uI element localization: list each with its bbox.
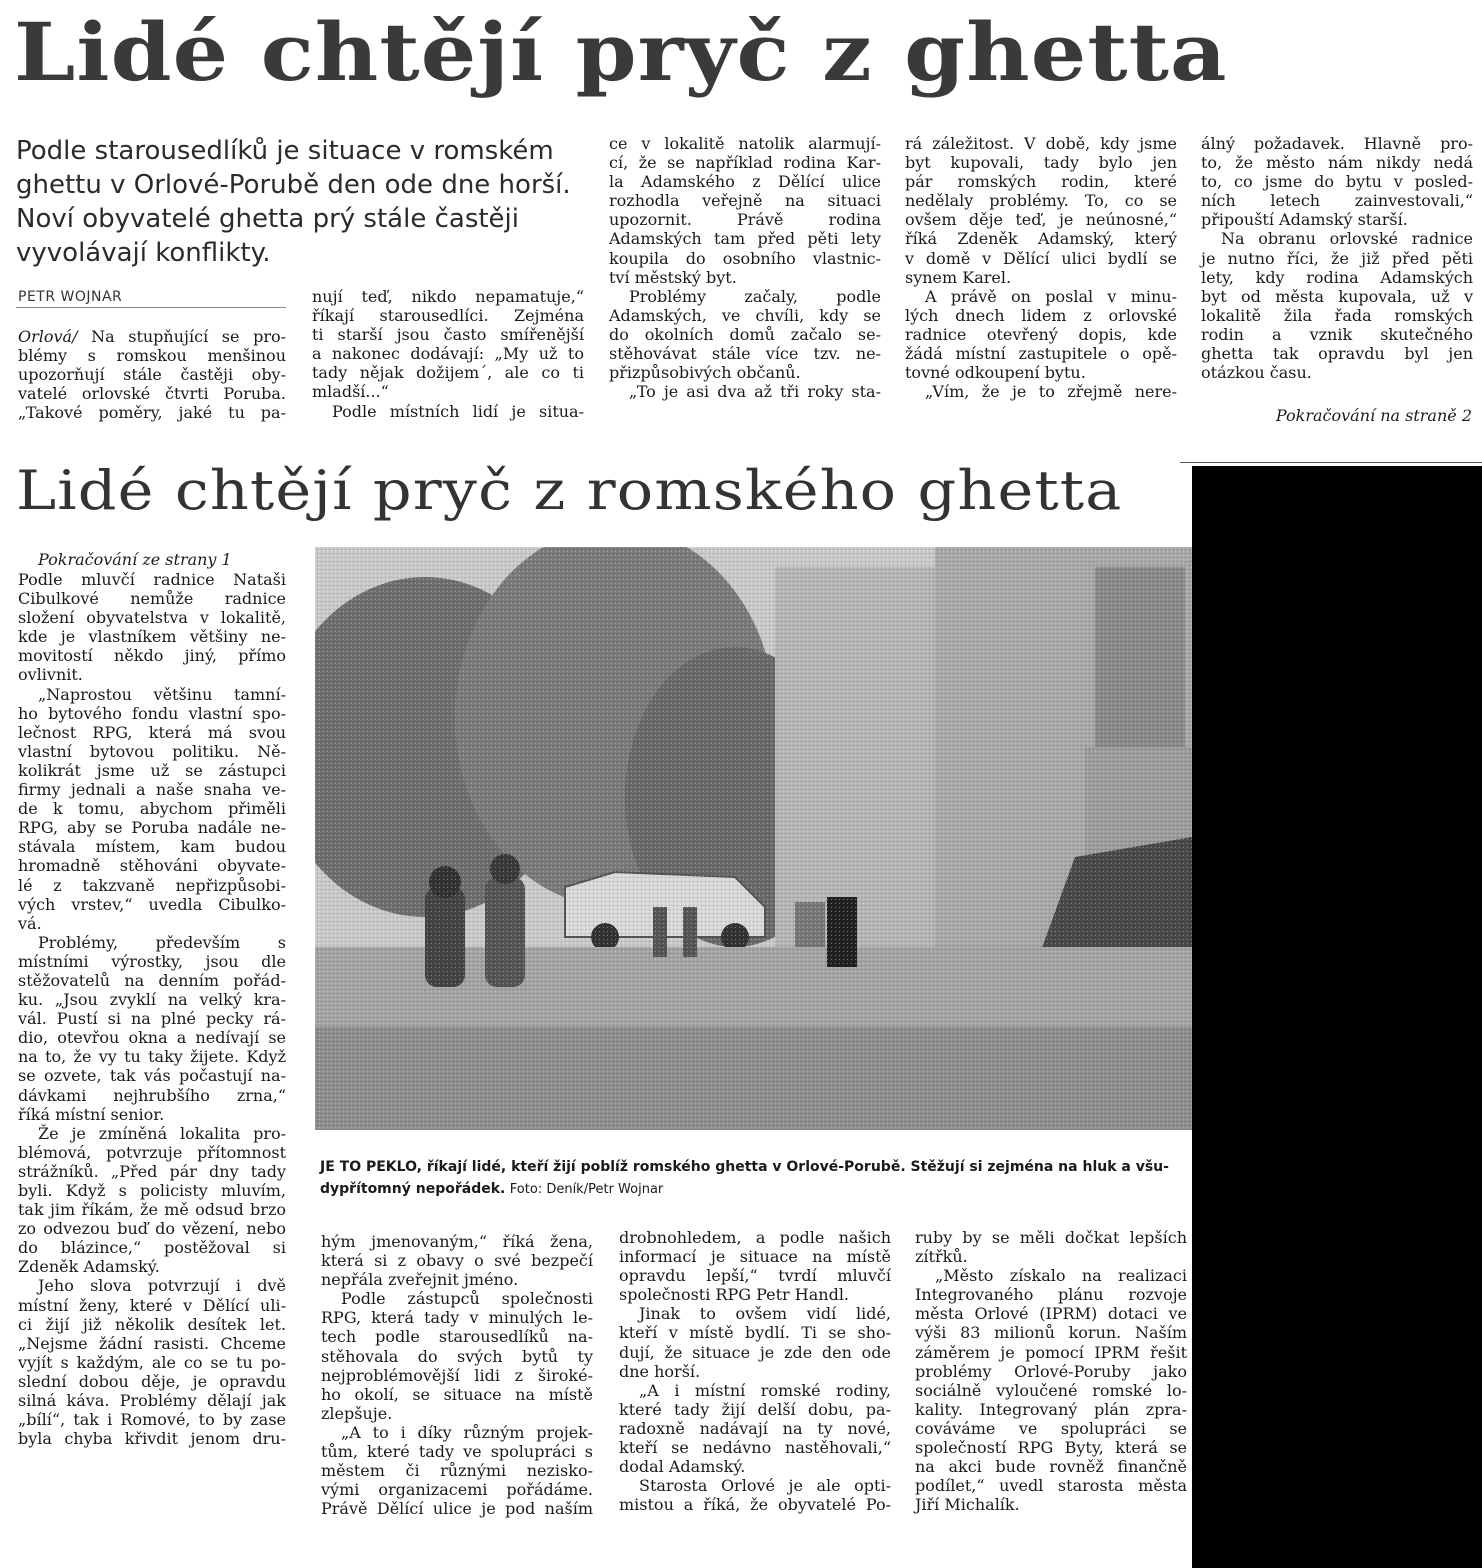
lead-line: Podle starousedlíků je situace v romském <box>16 136 554 166</box>
text-line: zítřků. <box>915 1247 968 1267</box>
caption-text: dypřítomný nepořádek. <box>320 1181 506 1197</box>
text-line: na akci bude rovněž finančně <box>915 1457 1187 1477</box>
text-line: hým jmenovaným,“ říká žena, <box>321 1232 593 1251</box>
text-line: Integrovaného plánu rozvoje <box>915 1285 1187 1305</box>
text-line: do blázince,“ postěžoval si <box>18 1238 286 1258</box>
text-line: ruby by se měli dočkat lepších <box>915 1228 1187 1247</box>
text-line: radoxně nadávají na ty nové, <box>619 1418 891 1438</box>
text-line: cí, že se například rodina Kar- <box>609 153 881 173</box>
text-line: tak jim říkám, že mě odsud brzo <box>18 1200 286 1220</box>
text-line: stěhovávat stále více tzv. ne- <box>609 344 881 364</box>
text-line: lety, kdy rodina Adamských <box>1201 267 1473 287</box>
text-line: la Adamského z Dělící ulice <box>609 172 881 192</box>
text-line: movitostí někdo jiný, přímo <box>18 646 286 666</box>
text-line: blémová, potvrzuje přítomnost <box>18 1142 286 1162</box>
text-line: dují, že situace je zde den ode <box>619 1342 891 1362</box>
text-line: kde je vlastníkem většiny ne- <box>18 627 286 647</box>
text-line: říká místní senior. <box>18 1104 165 1124</box>
text-line: slední dobou děje, je opravdu <box>18 1371 286 1391</box>
text-line: nují teď, nikdo nepamatuje,“ <box>312 287 584 306</box>
text-line: do okolních domů začalo se- <box>609 324 881 344</box>
photo-credit: Foto: Deník/Petr Wojnar <box>509 1182 664 1197</box>
text-line: upozornit. Právě rodina <box>609 210 881 230</box>
text-line: „Vím, že je to zřejmě nere- <box>925 382 1177 402</box>
text-line: říkají starousedlíci. Zejména <box>312 306 584 326</box>
text-line: Na obranu orlovské radnice <box>1221 229 1473 249</box>
text-line: hromadně stěhováni obyvate- <box>18 856 286 876</box>
text-line: které tady žijí delší dobu, pa- <box>619 1399 891 1419</box>
text-line: ghetta tak opravdu byl jen <box>1201 344 1473 364</box>
text-line: vlastní bytovou politiku. Ně- <box>18 741 286 761</box>
text-line: nepřála zveřejnit jméno. <box>321 1270 519 1290</box>
text-line: opravdu lepší,“ tvrdí mluvčí <box>619 1266 891 1286</box>
text-line: RPG, která tady v minulých le- <box>321 1308 593 1328</box>
text-line: „bílí“, tak i Romové, to by zase <box>18 1410 286 1430</box>
text-line: firmy jednali a naše snaha ve- <box>18 780 286 800</box>
bottom-column-2 <box>321 1232 593 1518</box>
top-column-5 <box>1201 134 1473 382</box>
text-line: synem Karel. <box>905 267 1012 287</box>
text-line: „A to i díky různým projek- <box>341 1422 593 1442</box>
top-column-1 <box>18 327 286 422</box>
text-line: A právě on poslal v minu- <box>925 286 1177 306</box>
lead-paragraph <box>16 134 571 270</box>
byline: PETR WOJNAR <box>18 289 123 305</box>
text-line: dávkami nejhrubšího zrna,“ <box>18 1085 286 1105</box>
text-line: tví městský byt. <box>609 267 737 287</box>
text-line: drobnohledem, a podle našich <box>619 1228 891 1247</box>
black-redaction-block <box>1192 466 1482 1568</box>
text-line: Podle zástupců společnosti <box>341 1289 593 1309</box>
text-line: Na stupňující se pro- <box>91 327 286 346</box>
text-line: radnice otevřený dopis, kde <box>905 324 1177 344</box>
text-line: ku. „Jsou zvyklí na velký kra- <box>18 990 286 1010</box>
continued-from-note: Pokračování ze strany 1 <box>38 550 232 569</box>
text-line: a nakonec dodávají: „My už to <box>312 344 584 364</box>
text-line: zlepšuje. <box>321 1403 393 1423</box>
text-line: žádá místní zastupitele o opě- <box>905 344 1177 364</box>
text-line: dio, otevřou okna a nedívají se <box>18 1028 286 1048</box>
text-line: ce v lokalitě natolik alarmují- <box>609 134 881 153</box>
photo-caption <box>320 1156 1169 1201</box>
text-line: „To je asi dva až tři roky sta- <box>629 382 881 402</box>
text-line: města Orlové (IPRM) dotaci ve <box>915 1304 1187 1324</box>
text-line: upozorňují stále častěji oby- <box>18 365 286 385</box>
text-line: na to, že vy tu taky žijete. Když <box>18 1047 286 1067</box>
text-line: ho bytového fondu vlastní spo- <box>18 703 286 723</box>
text-line: Jinak to ovšem vidí lidé, <box>639 1304 891 1324</box>
text-line: „Město získalo na realizaci <box>935 1266 1187 1286</box>
text-line: místní ženy, které v Dělící uli- <box>18 1295 286 1315</box>
text-line: koupila do osobního vlastnic- <box>609 248 881 268</box>
text-line: Adamských, ve chvíli, kdy se <box>609 305 881 325</box>
text-line: Adamských tam před pěti lety <box>609 229 881 249</box>
lead-line: ghettu v Orlové-Porubě den ode dne horší. <box>16 170 571 200</box>
text-line: „Naprostou většinu tamní- <box>38 684 286 704</box>
text-line: vých vrstev,“ uvedla Cibulko- <box>18 894 286 914</box>
text-line: tech podle starousedlíků na- <box>321 1327 593 1347</box>
text-line: ovlivnit. <box>18 665 83 685</box>
text-line: připouští Adamský starší. <box>1201 210 1408 230</box>
text-line: se ozvete, tak vás počastují na- <box>18 1066 286 1086</box>
text-line: otázkou času. <box>1201 363 1312 383</box>
text-line: vými organizacemi pořádáme. <box>321 1480 593 1500</box>
lead-line: Noví obyvatelé ghetta prý stále častěji <box>16 204 520 234</box>
lead-line: vyvolávají konflikty. <box>16 238 271 268</box>
text-line: silná káva. Problémy dělají jak <box>18 1391 286 1411</box>
text-line: to, že město nám nikdy nedá <box>1201 153 1473 173</box>
top-column-4 <box>905 134 1177 401</box>
caption-lead: JE TO PEKLO, <box>320 1159 422 1175</box>
text-line: informací je situace na místě <box>619 1247 891 1267</box>
text-line: Zdeněk Adamský. <box>18 1257 160 1277</box>
text-line: mladší...“ <box>312 382 389 402</box>
text-line: kolikrát jsme už se zástupci <box>18 760 286 780</box>
text-line: výši 83 milionů korun. Naším <box>915 1323 1187 1343</box>
text-line: sociálně vyloučené romské lo- <box>915 1380 1187 1400</box>
text-line: přizpůsobivých občanů. <box>609 363 801 383</box>
continued-on-note: Pokračování na straně 2 <box>1275 406 1472 425</box>
text-line: strážníků. „Před pár dny tady <box>18 1161 286 1181</box>
text-line: blémy s romskou menšinou <box>18 346 286 366</box>
text-line: lých dnech lidem z orlovské <box>905 305 1177 325</box>
text-line: ci žijí již několik desítek let. <box>18 1314 286 1334</box>
text-line: ti starší jsou často smířenější <box>312 325 584 345</box>
text-line: vál. Pustí si na plné pecky rá- <box>18 1009 286 1029</box>
text-line: vatelé orlovské čtvrti Poruba. <box>18 384 286 404</box>
text-line: tovné odkoupení bytu. <box>905 363 1086 383</box>
section-rule <box>1180 462 1482 463</box>
text-line: lokalitě žila řada romských <box>1201 305 1473 325</box>
text-line: záměrem je pomocí IPRM řešit <box>915 1342 1187 1362</box>
text-line: stěhovala do svých bytů ty <box>321 1346 593 1366</box>
text-line: pár romských rodin, které <box>905 172 1177 192</box>
text-line: rozhodla veřejně na situaci <box>609 191 881 211</box>
street-photo <box>315 547 1192 1130</box>
text-line: místními výrostky, jsou dle <box>18 951 286 971</box>
text-line: Problémy, především s <box>38 932 286 952</box>
text-line: kteří se nedávno nastěhovali,“ <box>619 1438 891 1458</box>
text-line: to, co jsme do bytu v posled- <box>1201 172 1473 192</box>
text-line: rá záležitost. V době, kdy jsme <box>905 134 1177 153</box>
text-line: byla chyba křivdit jenom dru- <box>18 1429 286 1449</box>
text-line: podílet,“ uvedl starosta města <box>915 1476 1187 1496</box>
text-line: která si z obavy o své bezpečí <box>321 1251 593 1271</box>
text-line: Problémy začaly, podle <box>629 286 881 306</box>
text-line: álný požadavek. Hlavně pro- <box>1201 134 1473 153</box>
text-line: společností RPG Byty, která se <box>915 1438 1187 1458</box>
main-headline: Lidé chtějí pryč z ghetta <box>14 5 1228 99</box>
bottom-column-4 <box>915 1228 1187 1514</box>
text-line: stávala místem, kam budou <box>18 837 286 857</box>
text-line: společnosti RPG Petr Handl. <box>619 1285 850 1305</box>
text-line: Právě Dělící ulice je pod naším <box>321 1499 593 1519</box>
text-line: „A i místní romské rodiny, <box>639 1380 891 1400</box>
caption-text: říkají lidé, kteří žijí poblíž romského ghetta v Orlové-Porubě. Stěžují si zejména na hluk a všu- <box>421 1159 1169 1175</box>
byline-rule <box>16 307 286 308</box>
text-line: dodal Adamský. <box>619 1457 746 1477</box>
top-column-3 <box>609 134 881 401</box>
bottom-column-1 <box>18 570 286 1448</box>
text-line: Jeho slova potvrzují i dvě <box>38 1276 286 1296</box>
text-line: stěžovatelů na denním pořád- <box>18 970 286 990</box>
text-line: Podle mluvčí radnice Nataši <box>18 570 286 589</box>
text-line: problémy Orlové-Poruby jako <box>915 1361 1187 1381</box>
text-line: lečnost RPG, která má svou <box>18 722 286 742</box>
text-line: ních letech zainvestovali,“ <box>1201 191 1473 211</box>
text-line: cováváme ve spolupráci se <box>915 1418 1187 1438</box>
text-line: Podle místních lidí je situa- <box>332 401 584 421</box>
text-line: tům, které tady ve spolupráci s <box>321 1442 593 1462</box>
text-line: složení obyvatelstva v lokalitě, <box>18 608 286 628</box>
text-line: kality. Integrovaný plán zpra- <box>915 1399 1187 1419</box>
text-line: Jiří Michalík. <box>915 1495 1020 1515</box>
text-line: nedělaly problémy. To, co se <box>905 191 1177 211</box>
text-line: zo odvezou buď do vězení, nebo <box>18 1219 286 1239</box>
bottom-column-3 <box>619 1228 891 1514</box>
text-line: říká Zdeněk Adamský, který <box>905 229 1177 249</box>
text-line: vá. <box>18 913 42 933</box>
continuation-headline: Lidé chtějí pryč z romského ghetta <box>16 459 1123 522</box>
text-line: de k tomu, abychom přiměli <box>18 799 286 819</box>
text-line: je nutno říci, že již před pěti <box>1201 248 1473 268</box>
text-line: mistou a říká, že obyvatelé Po- <box>619 1495 891 1515</box>
text-line: ho okolí, se situace na místě <box>321 1384 593 1404</box>
text-line: byli. Když s policisty mluvím, <box>18 1181 286 1200</box>
text-line: „Takové poměry, jaké tu pa- <box>18 403 286 423</box>
top-column-2 <box>312 287 584 421</box>
text-line: byt od města kupovala, už v <box>1201 286 1473 306</box>
text-line: rodin a vznik skutečného <box>1201 324 1473 344</box>
text-line: „Nejsme žádní rasisti. Chceme <box>18 1333 286 1353</box>
text-line: vyjít s každým, ale co se tu po- <box>18 1352 286 1372</box>
text-line: městem či různými nezisko- <box>321 1461 593 1481</box>
text-line: Starosta Orlové je ale opti- <box>639 1476 891 1496</box>
text-line: ovšem děje teď, je neúnosné,“ <box>905 210 1177 230</box>
text-line: dne horší. <box>619 1361 701 1381</box>
text-line: RPG, aby se Poruba nadále ne- <box>18 818 286 838</box>
dateline: Orlová/ <box>18 327 78 346</box>
text-line: v domě v Dělící ulici bydlí se <box>905 248 1177 268</box>
text-line: Cibulkové nemůže radnice <box>18 589 286 609</box>
text-line: byt kupovali, tady bylo jen <box>905 153 1177 173</box>
text-line: tady nějak dožijem´, ale co ti <box>312 363 584 383</box>
text-line: nejproblémovější lidi z široké- <box>321 1365 593 1385</box>
text-line: lé z takzvaně nepřizpůsobi- <box>18 875 286 895</box>
text-line: kteří v místě bydlí. Ti se sho- <box>619 1323 891 1343</box>
text-line: Že je zmíněná lokalita pro- <box>38 1123 286 1143</box>
street-photo-image <box>315 547 1192 1130</box>
